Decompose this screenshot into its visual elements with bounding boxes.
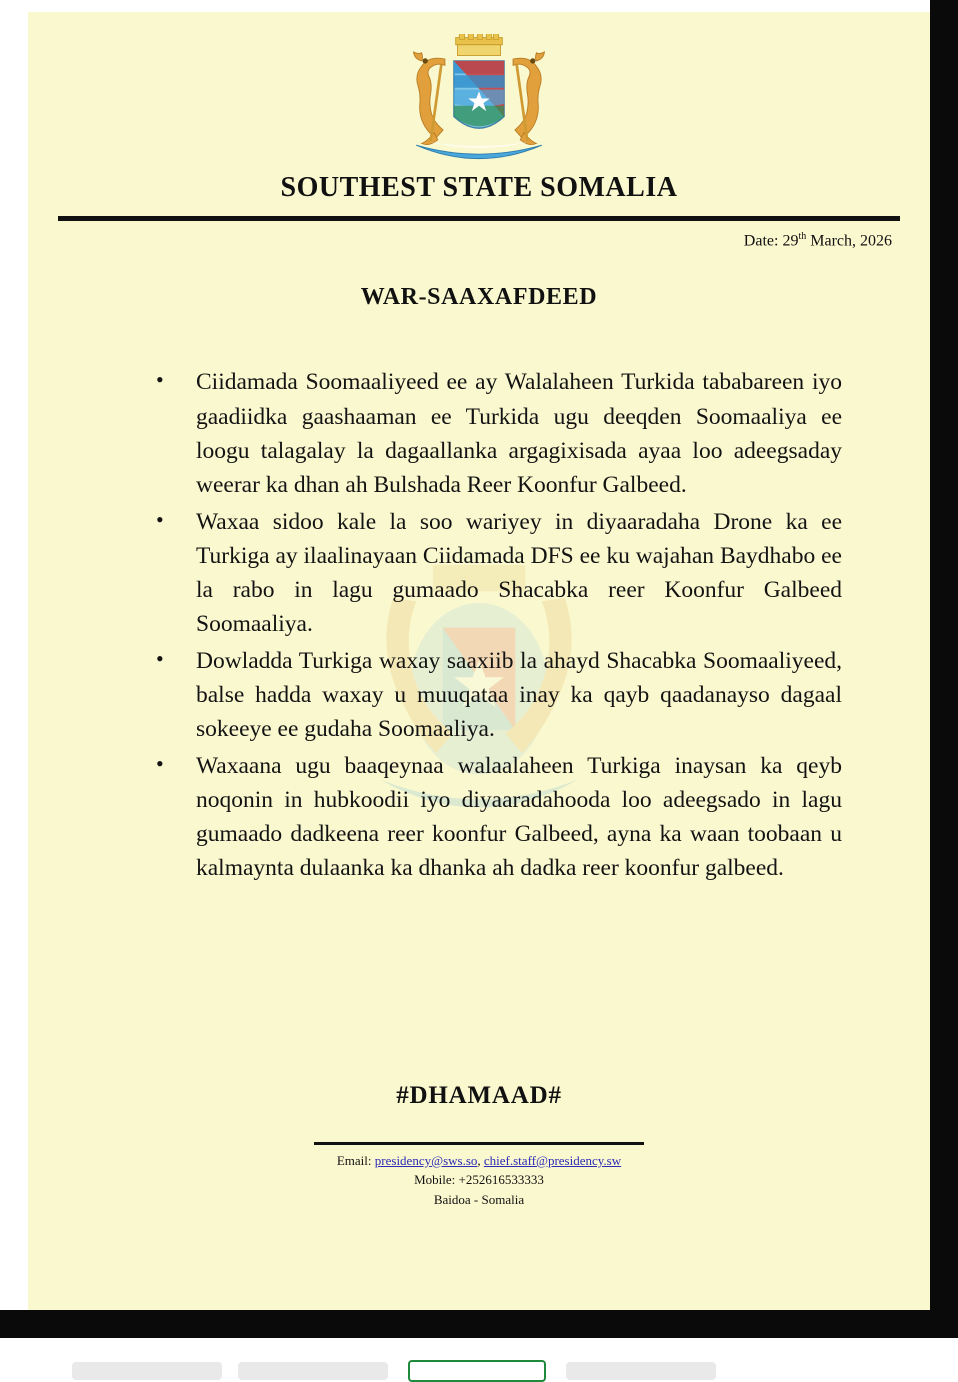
- document-sheet: [28, 12, 930, 1310]
- email-label: Email:: [336, 1152, 375, 1168]
- email-link-primary[interactable]: presidency@sws.so: [374, 1152, 478, 1168]
- email-link-secondary[interactable]: chief.staff@presidency.sw: [483, 1152, 622, 1168]
- header-divider: [58, 216, 900, 221]
- statement-list: [138, 365, 842, 885]
- bullet-icon: •: [156, 645, 164, 671]
- right-black-strip: [930, 0, 958, 1322]
- document-heading: WAR-SAAXAFDEED: [360, 284, 598, 311]
- list-item: [138, 365, 842, 502]
- tab-chip-4[interactable]: [566, 1362, 716, 1380]
- footer-email-line: [28, 1151, 930, 1171]
- list-item: [138, 644, 842, 747]
- paragraph-text: Waxaa sidoo kale la soo wariyey in diyaaradaha Drone ka ee Turkiga ay ilaalinayaan Ciidamada DFS ee ku wajahan Baydhabo ee la rabo in lagu gumaado Shacabka reer Koonfur Galbeed Soomaaliya.: [196, 508, 842, 638]
- bottom-black-strip: [0, 1310, 958, 1338]
- date-prefix: Date: 29: [743, 232, 799, 250]
- document-date: [28, 231, 892, 250]
- bottom-tab-bar: [0, 1338, 958, 1380]
- bullet-icon: •: [156, 750, 164, 776]
- footer-contact: [28, 1151, 930, 1210]
- tab-chip-1[interactable]: [72, 1362, 222, 1380]
- footer-mobile: Mobile: +252616533333: [414, 1172, 544, 1188]
- footer-divider: [314, 1142, 644, 1145]
- paragraph-text: Waxaana ugu baaqeynaa walaalaheen Turkiga inaysan ka qeyb noqonin in hubkoodii iyo diyaaradahooda loo adeegsado in lagu gumaado dadkeena reer koonfur Galbeed, ayna ka waan toobaan u kalmaynta dulaanka ka dhanka ah dadka reer koonfur galbeed.: [196, 752, 842, 882]
- date-ordinal: th: [798, 231, 807, 242]
- tab-chip-active[interactable]: [408, 1360, 546, 1382]
- paragraph-text: Ciidamada Soomaaliyeed ee ay Walalaheen Turkida tababareen iyo gaadiidka gaashaaman ee Turkida ugu deeqden Soomaaliya ee loogu talagalay la dagaallanka argagixisada ayaa loo adeegsaday weerar ka dhan ah Bulshada Reer Koonfur Galbeed.: [196, 369, 842, 499]
- left-margin-strip: [0, 0, 28, 1322]
- bullet-icon: •: [156, 367, 164, 393]
- coat-of-arms-emblem: [389, 34, 569, 164]
- email-separator: ,: [477, 1152, 484, 1168]
- bullet-icon: •: [156, 506, 164, 532]
- footer-location: Baidoa - Somalia: [433, 1191, 525, 1207]
- list-item: [138, 749, 842, 886]
- tab-chip-2[interactable]: [238, 1362, 388, 1380]
- date-suffix: March, 2026: [806, 232, 892, 250]
- page-title: SOUTHEST STATE SOMALIA: [280, 172, 678, 203]
- closing-marker: #DHAMAAD#: [396, 1081, 562, 1109]
- paragraph-text: Dowladda Turkiga waxay saaxiib la ahayd Shacabka Soomaaliyeed, balse hadda waxay u muuqataa inay ka qayb qaadanayso dagaal sokeeye ee gudaha Soomaaliya.: [196, 647, 842, 743]
- list-item: [138, 505, 842, 642]
